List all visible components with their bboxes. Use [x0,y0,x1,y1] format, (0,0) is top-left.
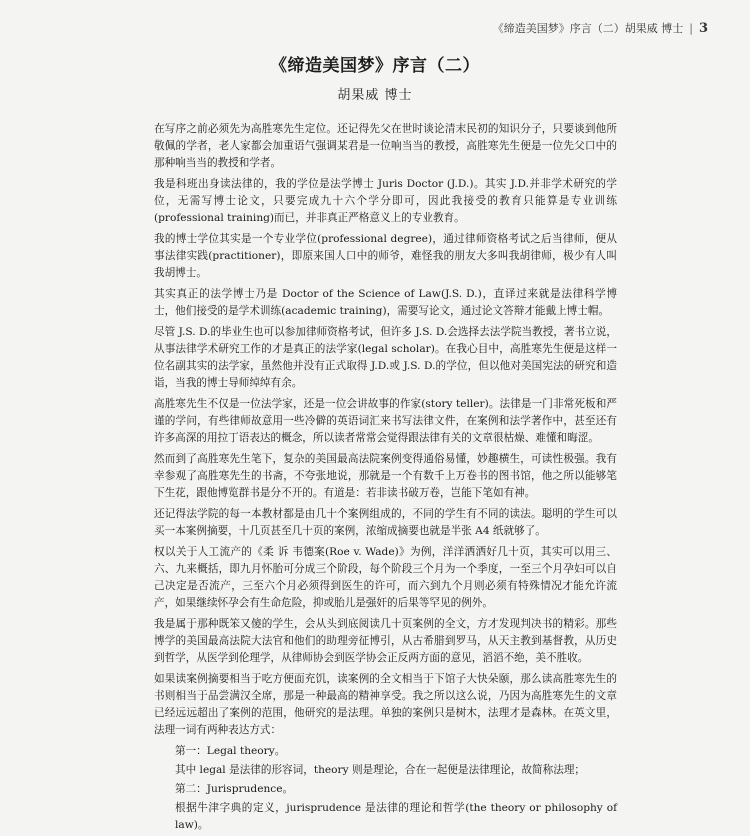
term-item: 第一：Legal theory。 [175,745,286,757]
author-byline: 胡果威 博士 [337,88,413,103]
term-item: 其中 legal 是法律的形容词，theory 则是理论，合在一起便是法律理论，故简称法理； [175,764,586,776]
paragraph: 高胜寒先生不仅是一位法学家，还是一位会讲故事的作家(story teller)。法律是一门非常死板和严谨的学问，有些律师故意用一些冷僻的英语词汇来书写法律文件，在案例和法学著作中，甚至还有许多高深的用拉丁语表达的概念，所以读者常常会觉得跟法律有关的文章很枯燥、难懂和晦涩。 [154,398,617,444]
paragraph: 我是属于那种既笨又傻的学生，会从头到底阅读几十页案例的全文，方才发现判决书的精彩。那些博学的美国最高法院大法官和他们的助理旁征博引，从古希腊到罗马，从天主教到基督教，从历史到哲学，从医学到伦理学，从律师协会到医学协会正反两方面的意见，滔滔不绝，美不胜收。 [154,618,617,664]
paragraph: 其实真正的法学博士乃是 Doctor of the Science of Law(J.S. D.)，直译过来就是法律科学博士，他们接受的是学术训练(academic training)，需要写论文，通过论文答辩才能戴上博士帽。 [154,288,617,317]
body-text [154,121,617,836]
term-item: 根据牛津字典的定义，jurisprudence 是法律的理论和哲学(the theory or philosophy of law)。 [175,802,617,831]
paragraph: 尽管 J.S. D.的毕业生也可以参加律师资格考试，但许多 J.S. D.会选择去法学院当教授，著书立说，从事法律学术研究工作的才是真正的法学家(legal scholar)。在我心目中，高胜寒先生便是这样一位名副其实的法学家，虽然他并没有正式取得 J.D.或 J.S. D.的学位，但以他对美国宪法的研究和造诣，当我的博士导师绰绰有余。 [154,326,617,389]
paragraph: 我是科班出身读法律的，我的学位是法学博士 Juris Doctor (J.D.)。其实 J.D.并非学术研究的学位，无需写博士论文，只要完成九十六个学分即可，因此我接受的教育只能算是专业训练(professional training)而已，并非真正严格意义上的专业教育。 [154,178,617,224]
paragraph: 我的博士学位其实是一个专业学位(professional degree)，通过律师资格考试之后当律师，便从事法律实践(practitioner)，即原来国人口中的师爷，难怪我的朋友大多叫我胡律师，极少有人叫我胡博士。 [154,233,617,279]
paragraph: 如果读案例摘要相当于吃方便面充饥，读案例的全文相当于下馆子大快朵颐，那么读高胜寒先生的书则相当于品尝满汉全席，那是一种最高的精神享受。我之所以这么说，乃因为高胜寒先生的文章已经远远超出了案例的范围，他研究的是法理。单独的案例只是树木，法理才是森林。在英文里，法理一词有两种表达方式： [154,673,617,736]
paragraph: 然而到了高胜寒先生笔下，复杂的美国最高法院案例变得通俗易懂，妙趣横生，可读性极强。我有幸参观了高胜寒先生的书斋，不夸张地说，那就是一个有数千上万卷书的图书馆，他之所以能够笔下生花，跟他博览群书是分不开的。有道是：若非读书破万卷，岂能下笔如有神。 [154,453,617,499]
term-item: 第二：Jurisprudence。 [175,783,294,795]
paragraph: 在写序之前必须先为高胜寒先生定位。还记得先父在世时谈论清末民初的知识分子，只要谈到他所敬佩的学者，老人家都会加重语气强调某君是一位响当当的教授，高胜寒先生便是一位先父口中的那种响当当的教授和学者。 [154,123,617,169]
paragraph: 权以关于人工流产的《柔 诉 韦德案(Roe v. Wade)》为例，洋洋洒洒好几十页，其实可以用三、六、九来概括，即九月怀胎可分成三个阶段，每个阶段三个月为一个季度，一至三个月孕妇可以自己决定是否流产，三至六个月必须得到医生的许可，而六到九个月则必须有特殊情况才能允许流产，如果继续怀孕会有生命危险，抑或胎儿是强奸的后果等罕见的例外。 [154,546,617,609]
running-header-separator: | [689,21,693,35]
document-title: 《缔造美国梦》序言（二） [270,56,480,76]
paragraph: 还记得法学院的每一本教材都是由几十个案例组成的，不同的学生有不同的读法。聪明的学生可以买一本案例摘要，十几页甚至几十页的案例，浓缩成摘要也就是半张 A4 纸就够了。 [154,508,617,537]
running-header [493,20,708,36]
page-number: 3 [698,20,708,36]
running-header-title: 《缔造美国梦》序言（二）胡果威 博士 [492,22,684,35]
